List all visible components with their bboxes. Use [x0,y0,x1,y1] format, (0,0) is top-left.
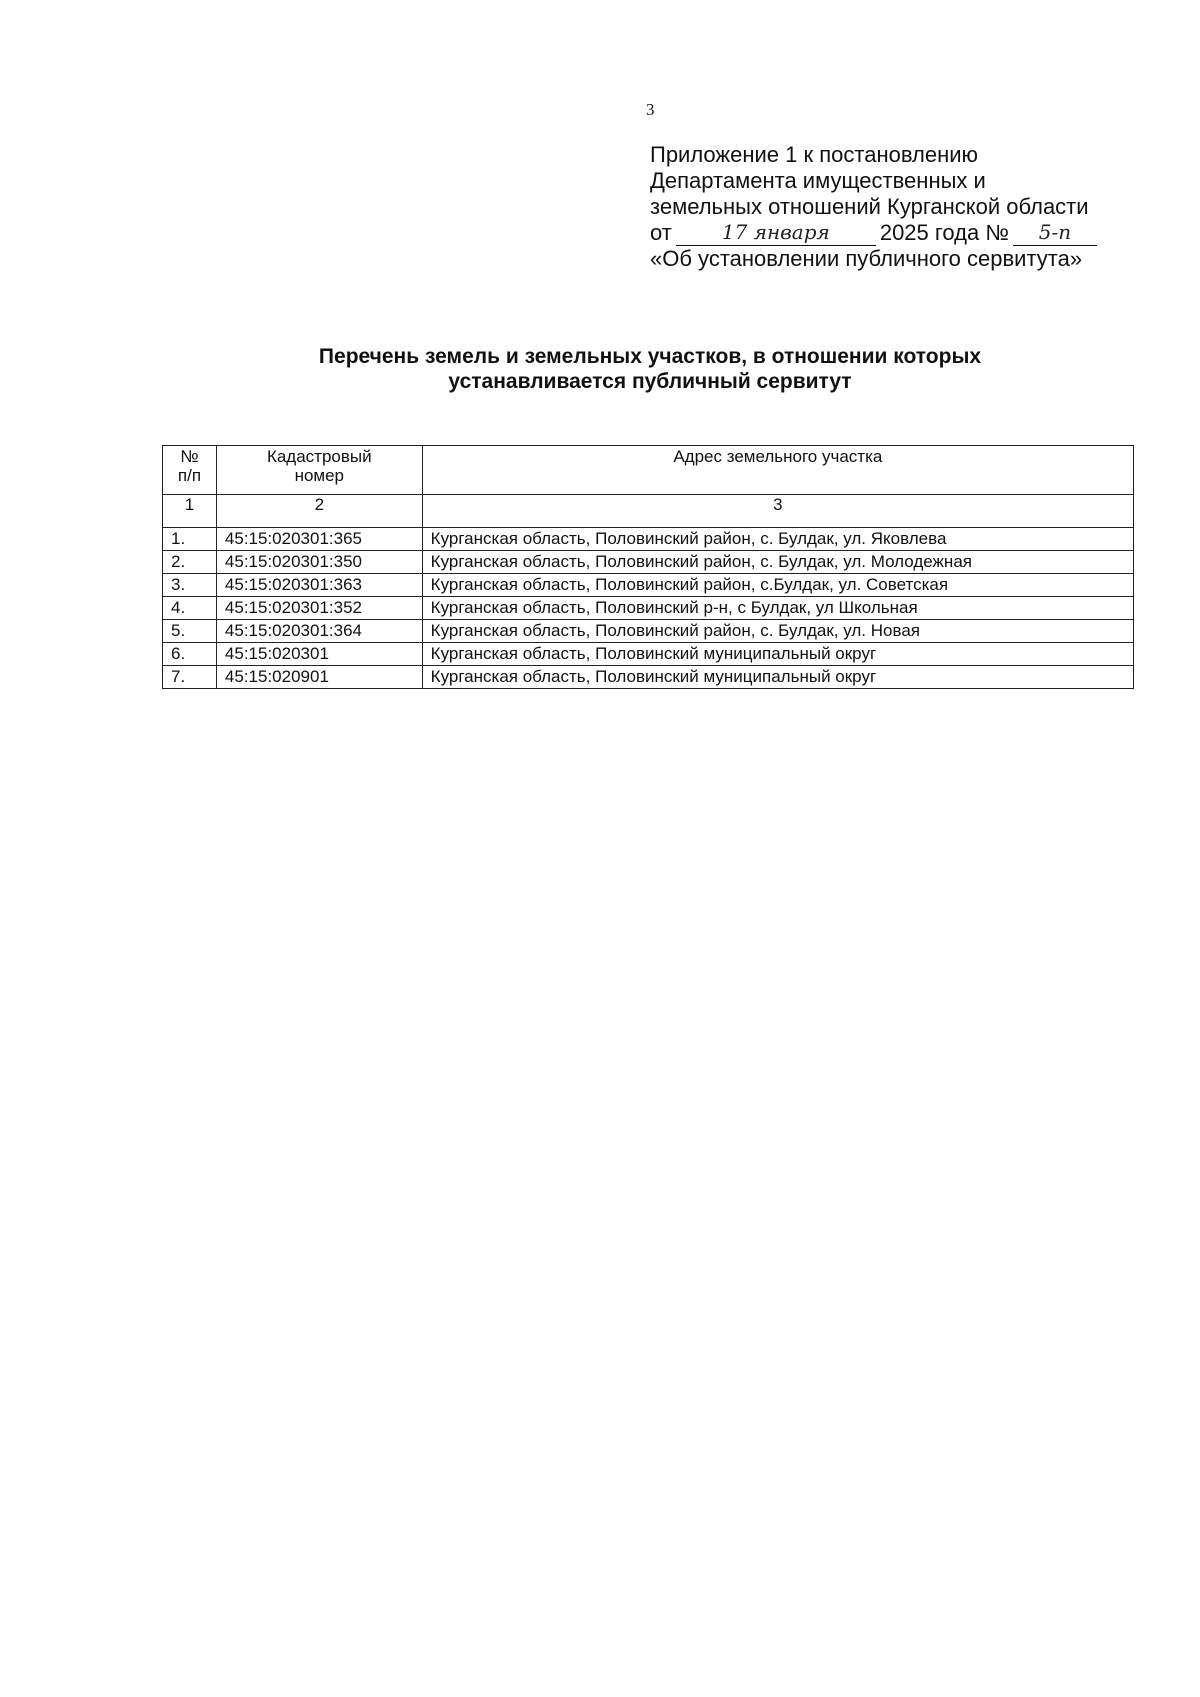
table-header-row [163,446,1134,495]
header-cadastral [216,446,422,495]
appendix-date-line [650,220,1170,246]
column-number-3: 3 [422,495,1133,528]
row-number: 4. [163,597,217,620]
row-number: 1. [163,528,217,551]
row-cadastral-number: 45:15:020301:364 [216,620,422,643]
handwritten-date: 17 января [676,221,876,246]
handwritten-number: 5-п [1013,221,1097,246]
header-cadastral-line-1: Кадастровый [266,447,372,466]
title-line-2: устанавливается публичный сервитут [448,370,852,393]
row-number: 6. [163,643,217,666]
row-cadastral-number: 45:15:020301:365 [216,528,422,551]
column-numbers-row [163,495,1134,528]
row-address: Курганская область, Половинский район, с.Булдак, ул. Советская [422,574,1133,597]
appendix-line-1: Приложение 1 к постановлению [650,142,979,167]
table-row [163,528,1134,551]
row-number: 7. [163,666,217,689]
row-address: Курганская область, Половинский муниципальный округ [422,643,1133,666]
row-cadastral-number: 45:15:020301 [216,643,422,666]
document-title [150,344,1150,394]
header-number-line-2: п/п [177,466,202,485]
row-number: 5. [163,620,217,643]
page-number: 3 [646,100,655,119]
row-cadastral-number: 45:15:020301:350 [216,551,422,574]
date-prefix: от [650,220,672,245]
table-row [163,597,1134,620]
appendix-line-5: «Об установлении публичного сервитута» [650,246,1083,271]
row-cadastral-number: 45:15:020301:363 [216,574,422,597]
row-address: Курганская область, Половинский муниципальный округ [422,666,1133,689]
header-number-line-1: № [180,447,199,466]
table-row [163,551,1134,574]
column-number-1: 1 [163,495,217,528]
row-number: 3. [163,574,217,597]
header-address: Адрес земельного участка [422,446,1133,495]
title-line-1: Перечень земель и земельных участков, в отношении которых [318,345,982,368]
table-row [163,620,1134,643]
header-cadastral-line-2: номер [294,466,345,485]
row-number: 2. [163,551,217,574]
column-number-2: 2 [216,495,422,528]
row-cadastral-number: 45:15:020301:352 [216,597,422,620]
appendix-line-3: земельных отношений Курганской области [650,194,1089,219]
land-plots-table [162,445,1134,689]
row-address: Курганская область, Половинский р-н, с Булдак, ул Школьная [422,597,1133,620]
row-cadastral-number: 45:15:020901 [216,666,422,689]
table-row [163,666,1134,689]
row-address: Курганская область, Половинский район, с. Булдак, ул. Новая [422,620,1133,643]
row-address: Курганская область, Половинский район, с. Булдак, ул. Яковлева [422,528,1133,551]
year-text: 2025 года № [879,220,1009,245]
appendix-line-2: Департамента имущественных и [650,168,986,193]
row-address: Курганская область, Половинский район, с. Булдак, ул. Молодежная [422,551,1133,574]
appendix-block [650,142,1170,272]
table-row [163,643,1134,666]
header-number [163,446,217,495]
table-row [163,574,1134,597]
